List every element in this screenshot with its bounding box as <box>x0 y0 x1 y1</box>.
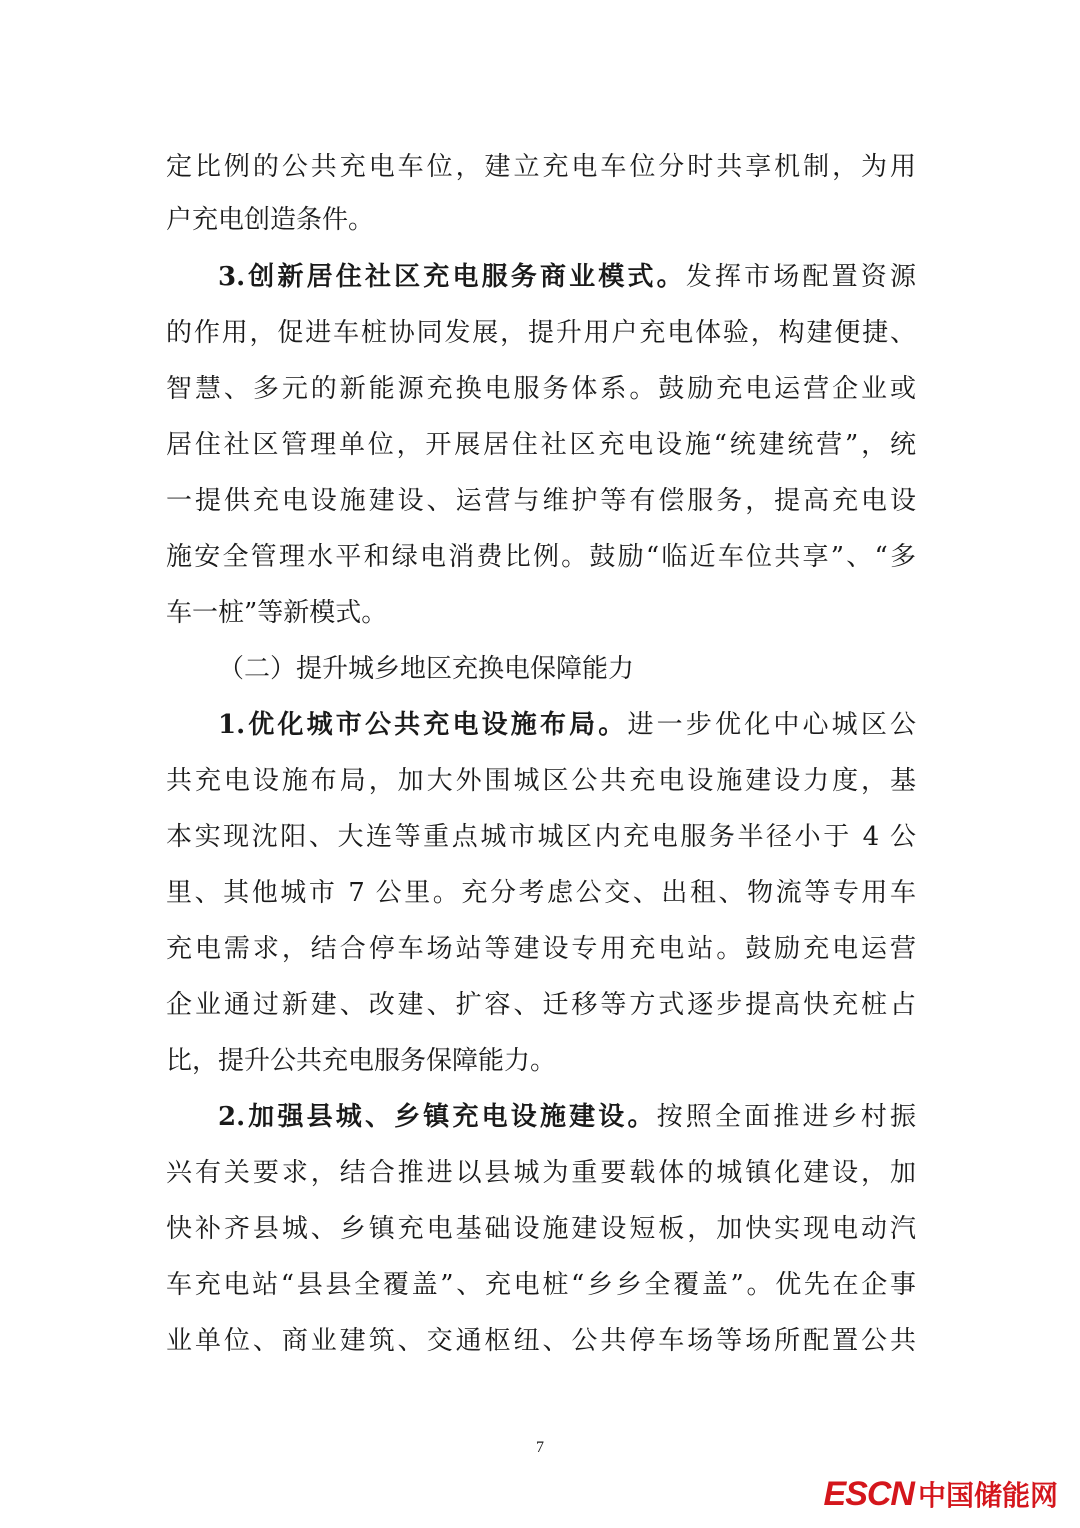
text-line <box>166 1262 916 1308</box>
text-line <box>166 422 916 468</box>
line-text: 业单位、商业建筑、交通枢纽、公共停车场等场所配置公共 <box>166 1326 916 1356</box>
line-text: 车一桩”等新模式。 <box>166 598 388 628</box>
line-text: 充电需求，结合停车场站等建设专用充电站。鼓励充电运营 <box>166 934 916 964</box>
watermark-chinese: 中国储能网 <box>917 1480 1058 1511</box>
escn-watermark-logo <box>824 1474 1058 1514</box>
text-line <box>166 1318 916 1364</box>
text-line <box>166 144 916 190</box>
text-line <box>166 1206 916 1252</box>
bold-heading: 1.优化城市公共充电设施布局。 <box>218 710 628 740</box>
text-line <box>166 1038 916 1084</box>
line-text: 施安全管理水平和绿电消费比例。鼓励“临近车位共享”、“多 <box>166 542 916 572</box>
line-text: 发挥市场配置资源 <box>685 262 916 292</box>
text-line <box>218 646 916 692</box>
text-line <box>166 534 916 580</box>
line-text: 户充电创造条件。 <box>166 205 375 235</box>
line-text: 按照全面推进乡村振 <box>656 1102 916 1132</box>
text-line <box>166 1150 916 1196</box>
line-text: 企业通过新建、改建、扩容、迁移等方式逐步提高快充桩占 <box>166 990 916 1020</box>
bold-heading: 2.加强县城、乡镇充电设施建设。 <box>218 1102 657 1132</box>
line-text: 定比例的公共充电车位，建立充电车位分时共享机制，为用 <box>166 152 916 182</box>
text-line <box>166 926 916 972</box>
line-text: 进一步优化中心城区公 <box>627 710 916 740</box>
text-line <box>166 366 916 412</box>
line-text: 车充电站“县县全覆盖”、充电桩“乡乡全覆盖”。优先在企事 <box>166 1270 916 1300</box>
text-line <box>218 1094 916 1140</box>
text-line <box>166 590 916 636</box>
text-line <box>166 982 916 1028</box>
bold-heading: 3.创新居住社区充电服务商业模式。 <box>218 262 686 292</box>
text-line <box>166 197 916 243</box>
text-line <box>166 870 916 916</box>
line-text: （二）提升城乡地区充换电保障能力 <box>218 654 635 684</box>
text-line <box>218 702 916 748</box>
line-text: 智慧、多元的新能源充换电服务体系。鼓励充电运营企业或 <box>166 374 916 404</box>
text-line <box>166 478 916 524</box>
text-line <box>166 814 916 860</box>
text-line <box>166 310 916 356</box>
line-text: 快补齐县城、乡镇充电基础设施建设短板，加快实现电动汽 <box>166 1214 916 1244</box>
line-text: 居住社区管理单位，开展居住社区充电设施“统建统营”，统 <box>166 430 916 460</box>
line-text: 的作用，促进车桩协同发展，提升用户充电体验，构建便捷、 <box>166 318 916 348</box>
line-text: 比，提升公共充电服务保障能力。 <box>166 1046 557 1076</box>
text-line <box>166 758 916 804</box>
page-number: 7 <box>536 1439 544 1456</box>
line-text: 共充电设施布局，加大外围城区公共充电设施建设力度，基 <box>166 766 916 796</box>
line-text: 里、其他城市 7 公里。充分考虑公交、出租、物流等专用车 <box>166 878 916 908</box>
line-text: 兴有关要求，结合推进以县城为重要载体的城镇化建设，加 <box>166 1158 916 1188</box>
line-text: 本实现沈阳、大连等重点城市城区内充电服务半径小于 4 公 <box>166 822 916 852</box>
text-line <box>218 254 916 300</box>
line-text: 一提供充电设施建设、运营与维护等有偿服务，提高充电设 <box>166 486 916 516</box>
watermark-latin: ESCN <box>823 1475 914 1513</box>
